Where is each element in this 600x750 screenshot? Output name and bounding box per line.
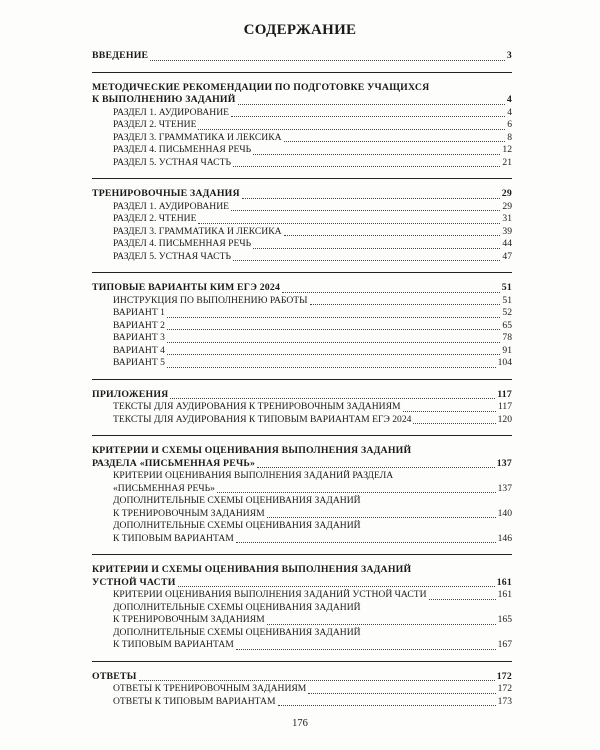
toc-entry-page: 6 <box>507 119 512 130</box>
toc-entry-page: 120 <box>497 413 512 425</box>
dot-leader <box>233 260 500 261</box>
dot-leader <box>242 198 500 199</box>
toc-entry[interactable] <box>92 295 512 308</box>
section-divider <box>92 379 512 380</box>
dot-leader <box>139 680 495 681</box>
toc-heading-line[interactable]: КРИТЕРИИ И СХЕМЫ ОЦЕНИВАНИЯ ВЫПОЛНЕНИЯ ЗАДАНИЙ <box>92 564 412 575</box>
dot-leader <box>150 60 505 61</box>
toc-entry-line[interactable]: ДОПОЛНИТЕЛЬНЫЕ СХЕМЫ ОЦЕНИВАНИЯ ЗАДАНИЙ <box>113 520 361 531</box>
dot-leader <box>198 223 500 224</box>
toc-entry-label: ТЕКСТЫ ДЛЯ АУДИРОВАНИЯ К ТИПОВЫМ ВАРИАНТАМ ЕГЭ 2024 <box>113 413 412 425</box>
dot-leader <box>257 467 495 468</box>
toc-entry-page: 52 <box>502 307 512 318</box>
toc-entry-page: 12 <box>502 144 512 155</box>
toc-entry-page: 21 <box>502 156 512 168</box>
dot-leader <box>278 705 496 706</box>
toc-entry[interactable] <box>92 533 512 546</box>
toc-entry-label: ВАРИАНТ 5 <box>113 357 165 368</box>
dot-leader <box>167 329 501 330</box>
toc-entry-page: 137 <box>497 482 512 494</box>
toc-entry[interactable] <box>92 307 512 320</box>
toc-entry-page: 31 <box>502 213 512 224</box>
toc-entry[interactable] <box>92 332 512 345</box>
toc-section-answers <box>92 671 512 709</box>
dot-leader <box>231 116 505 117</box>
toc-section-criteria-writing <box>92 445 512 545</box>
toc-entry-label: РАЗДЕЛА «ПИСЬМЕННАЯ РЕЧЬ» <box>92 457 256 469</box>
toc-entry[interactable] <box>92 226 512 239</box>
toc-entry-label: ВВЕДЕНИЕ <box>92 50 149 61</box>
dot-leader <box>253 248 500 249</box>
toc-entry[interactable] <box>92 401 512 414</box>
toc-entry[interactable] <box>92 132 512 145</box>
toc-entry-page: 78 <box>502 332 512 343</box>
toc-section-variants <box>92 282 512 370</box>
toc-entry-page: 51 <box>501 282 512 293</box>
section-divider <box>92 554 512 555</box>
toc-entry-page: 39 <box>502 225 512 237</box>
toc-entry-label: РАЗДЕЛ 4. ПИСЬМЕННАЯ РЕЧЬ <box>113 238 252 249</box>
toc-entry[interactable] <box>92 213 512 226</box>
toc-section-appendix <box>92 389 512 427</box>
dot-leader <box>267 517 496 518</box>
toc-entry-page: 146 <box>497 532 512 544</box>
toc-entry-label: К ТРЕНИРОВОЧНЫМ ЗАДАНИЯМ <box>113 614 265 625</box>
toc-entry[interactable] <box>92 414 512 427</box>
toc-entry-intro[interactable] <box>92 50 512 63</box>
toc-entry[interactable] <box>92 107 512 120</box>
dot-leader <box>167 354 501 355</box>
page-title: СОДЕРЖАНИЕ <box>243 22 357 38</box>
toc-entry-page: 172 <box>496 670 512 682</box>
toc-entry[interactable] <box>92 345 512 358</box>
toc-entry-label: ВАРИАНТ 2 <box>113 319 165 331</box>
toc-entry[interactable] <box>92 483 512 496</box>
toc-entry-label: ПРИЛОЖЕНИЯ <box>92 388 169 400</box>
section-divider <box>92 272 512 273</box>
toc-entry-page: 161 <box>496 576 512 588</box>
toc-entry[interactable] <box>92 157 512 170</box>
dot-leader <box>167 367 496 368</box>
section-divider <box>92 72 512 73</box>
toc-entry[interactable] <box>92 238 512 251</box>
toc-entry-page: 137 <box>496 457 512 469</box>
dot-leader <box>170 398 495 399</box>
dot-leader <box>253 154 500 155</box>
toc-entry[interactable] <box>92 639 512 652</box>
section-divider <box>92 178 512 179</box>
toc-entry-page: 117 <box>497 388 512 400</box>
dot-leader <box>238 104 505 105</box>
toc-entry[interactable] <box>92 696 512 709</box>
toc-entry[interactable] <box>92 320 512 333</box>
section-divider <box>92 661 512 662</box>
toc-entry-label: К ВЫПОЛНЕНИЮ ЗАДАНИЙ <box>92 94 236 105</box>
toc-entry[interactable] <box>92 614 512 627</box>
toc-entry[interactable] <box>92 144 512 157</box>
toc-section-criteria-oral <box>92 564 512 652</box>
toc-entry-page: 44 <box>502 238 512 249</box>
toc-entry[interactable] <box>92 119 512 132</box>
toc-entry-page: 104 <box>497 357 512 368</box>
dot-leader <box>403 411 496 412</box>
toc-entry[interactable] <box>92 251 512 264</box>
toc-entry-label: ВАРИАНТ 3 <box>113 332 165 343</box>
toc-entry-label: РАЗДЕЛ 5. УСТНАЯ ЧАСТЬ <box>113 156 231 168</box>
toc-entry-label: РАЗДЕЛ 3. ГРАММАТИКА И ЛЕКСИКА <box>113 131 282 143</box>
toc-entry-label: РАЗДЕЛ 3. ГРАММАТИКА И ЛЕКСИКА <box>113 225 282 237</box>
toc-entry-label: ОТВЕТЫ <box>92 670 137 682</box>
toc-entry-label: «ПИСЬМЕННАЯ РЕЧЬ» <box>113 482 215 494</box>
toc-entry-label: К ТИПОВЫМ ВАРИАНТАМ <box>113 639 234 650</box>
toc-section-intro <box>92 50 512 63</box>
toc-entry-page: 29 <box>501 188 512 199</box>
toc-entry-page: 4 <box>506 94 512 105</box>
dot-leader <box>236 542 496 543</box>
toc-entry-label: УСТНОЙ ЧАСТИ <box>92 576 176 588</box>
dot-leader <box>178 586 495 587</box>
dot-leader <box>233 166 500 167</box>
toc-entry-page: 167 <box>497 639 512 650</box>
toc-heading-line[interactable]: МЕТОДИЧЕСКИЕ РЕКОМЕНДАЦИИ ПО ПОДГОТОВКЕ УЧАЩИХСЯ <box>92 81 430 93</box>
toc-entry-label: ТРЕНИРОВОЧНЫЕ ЗАДАНИЯ <box>92 188 240 199</box>
toc-entry[interactable] <box>92 508 512 521</box>
page-number: 176 <box>292 718 308 729</box>
toc-entry[interactable] <box>92 683 512 696</box>
toc-entry-label: К ТРЕНИРОВОЧНЫМ ЗАДАНИЯМ <box>113 507 265 519</box>
toc-entry-line[interactable]: КРИТЕРИИ ОЦЕНИВАНИЯ ВЫПОЛНЕНИЯ ЗАДАНИЙ РАЗДЕЛА <box>113 470 394 481</box>
dot-leader <box>284 235 501 236</box>
toc-entry-criteria-writing[interactable] <box>92 458 512 471</box>
toc-entry-page: 4 <box>507 106 512 118</box>
toc-section-training <box>92 188 512 263</box>
toc-entry-label: ИНСТРУКЦИЯ ПО ВЫПОЛНЕНИЮ РАБОТЫ <box>113 294 308 306</box>
toc-entry-page: 117 <box>497 401 512 412</box>
toc-entry-label: К ТИПОВЫМ ВАРИАНТАМ <box>113 532 234 544</box>
dot-leader <box>167 342 501 343</box>
dot-leader <box>413 423 495 424</box>
toc-entry-label: РАЗДЕЛ 4. ПИСЬМЕННАЯ РЕЧЬ <box>113 144 252 155</box>
toc-entry-page: 161 <box>497 589 512 600</box>
toc-heading-line[interactable]: КРИТЕРИИ И СХЕМЫ ОЦЕНИВАНИЯ ВЫПОЛНЕНИЯ ЗАДАНИЙ <box>92 445 412 456</box>
dot-leader <box>198 129 505 130</box>
toc-entry-page: 51 <box>502 294 512 306</box>
dot-leader <box>284 141 506 142</box>
dot-leader <box>217 492 496 493</box>
toc-entry-page: 47 <box>502 250 512 262</box>
toc-entry-page: 3 <box>506 50 512 61</box>
toc-entry-appendix[interactable] <box>92 389 512 402</box>
toc-section-methods <box>92 82 512 170</box>
toc-entry-page: 91 <box>502 344 512 356</box>
toc-entry-label: ВАРИАНТ 4 <box>113 344 165 356</box>
toc-entry-label: ОТВЕТЫ К ТИПОВЫМ ВАРИАНТАМ <box>113 695 276 707</box>
toc-entry-page: 165 <box>497 614 512 625</box>
toc-entry-page: 29 <box>502 200 512 212</box>
toc-entry-label: РАЗДЕЛ 1. АУДИРОВАНИЕ <box>113 200 229 212</box>
dot-leader <box>167 317 501 318</box>
toc-entry-line[interactable]: ДОПОЛНИТЕЛЬНЫЕ СХЕМЫ ОЦЕНИВАНИЯ ЗАДАНИЙ <box>113 495 361 506</box>
toc-entry-page: 173 <box>497 695 512 707</box>
toc-entry-label: РАЗДЕЛ 2. ЧТЕНИЕ <box>113 119 197 130</box>
toc-entry-criteria-oral[interactable] <box>92 577 512 590</box>
dot-leader <box>282 292 500 293</box>
dot-leader <box>429 599 496 600</box>
dot-leader <box>267 624 496 625</box>
table-of-contents <box>92 50 512 708</box>
toc-entry-label: ОТВЕТЫ К ТРЕНИРОВОЧНЫМ ЗАДАНИЯМ <box>113 683 307 694</box>
toc-entry-methods[interactable] <box>92 94 512 107</box>
toc-entry-label: РАЗДЕЛ 2. ЧТЕНИЕ <box>113 213 197 224</box>
toc-entry-page: 65 <box>502 319 512 331</box>
toc-entry-training[interactable] <box>92 188 512 201</box>
dot-leader <box>310 304 501 305</box>
toc-entry-label: РАЗДЕЛ 1. АУДИРОВАНИЕ <box>113 106 229 118</box>
toc-entry-label: ВАРИАНТ 1 <box>113 307 165 318</box>
toc-entry-label: ТИПОВЫЕ ВАРИАНТЫ КИМ ЕГЭ 2024 <box>92 282 281 293</box>
toc-entry[interactable] <box>92 357 512 370</box>
toc-entry[interactable] <box>92 201 512 214</box>
toc-entry-page: 8 <box>507 131 512 143</box>
dot-leader <box>308 693 495 694</box>
toc-entry-answers[interactable] <box>92 671 512 684</box>
toc-entry-label: РАЗДЕЛ 5. УСТНАЯ ЧАСТЬ <box>113 250 231 262</box>
dot-leader <box>236 649 496 650</box>
toc-entry-line[interactable]: ДОПОЛНИТЕЛЬНЫЕ СХЕМЫ ОЦЕНИВАНИЯ ЗАДАНИЙ <box>113 601 361 613</box>
section-divider <box>92 435 512 436</box>
toc-entry-variants[interactable] <box>92 282 512 295</box>
dot-leader <box>231 210 500 211</box>
toc-entry-page: 172 <box>497 683 512 694</box>
toc-entry-label: КРИТЕРИИ ОЦЕНИВАНИЯ ВЫПОЛНЕНИЯ ЗАДАНИЙ УСТНОЙ ЧАСТИ <box>113 589 427 600</box>
toc-entry-page: 140 <box>497 507 512 519</box>
toc-entry-line[interactable]: ДОПОЛНИТЕЛЬНЫЕ СХЕМЫ ОЦЕНИВАНИЯ ЗАДАНИЙ <box>113 626 361 638</box>
toc-entry[interactable] <box>92 589 512 602</box>
toc-entry-label: ТЕКСТЫ ДЛЯ АУДИРОВАНИЯ К ТРЕНИРОВОЧНЫМ ЗАДАНИЯМ <box>113 401 401 412</box>
